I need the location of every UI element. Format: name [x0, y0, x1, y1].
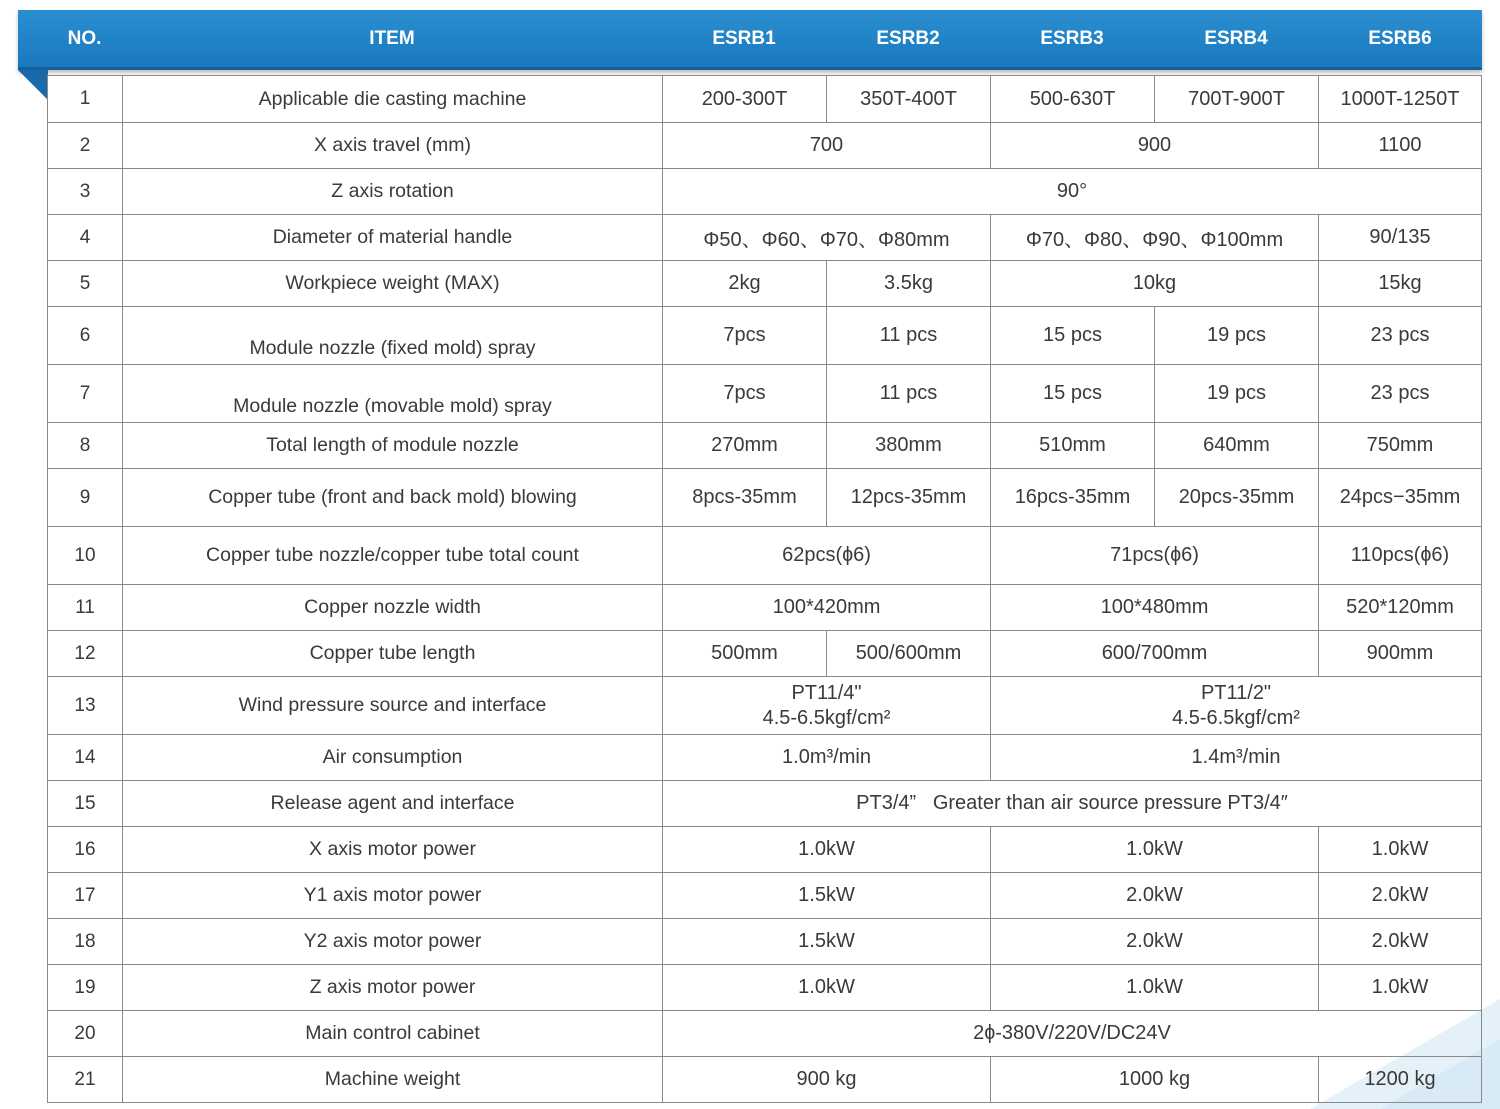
cell-value: 700	[663, 123, 991, 169]
row-number: 4	[48, 215, 123, 261]
cell-value: 500mm	[663, 631, 827, 677]
cell-value: 11 pcs	[827, 307, 991, 365]
cell-line: PT11/4"	[791, 681, 862, 704]
cell-value: 90°	[663, 169, 1482, 215]
cell-value: PT3/4” Greater than air source pressure PT3/4″	[663, 781, 1482, 827]
table-row	[48, 585, 1482, 631]
row-number: 3	[48, 169, 123, 215]
row-number: 10	[48, 527, 123, 585]
cell-value: 1.0kW	[663, 965, 991, 1011]
table-row	[48, 169, 1482, 215]
row-number: 21	[48, 1057, 123, 1103]
cell-value: 900mm	[1319, 631, 1482, 677]
cell-value: Φ50、Φ60、Φ70、Φ80mm	[663, 215, 991, 261]
cell-value: 1100	[1319, 123, 1482, 169]
table-row	[48, 123, 1482, 169]
row-number: 14	[48, 735, 123, 781]
cell-value: 24pcs−35mm	[1319, 469, 1482, 527]
cell-value: 2.0kW	[1319, 873, 1482, 919]
row-number: 5	[48, 261, 123, 307]
cell-value: 90/135	[1319, 215, 1482, 261]
cell-value: 19 pcs	[1155, 307, 1319, 365]
cell-line: 4.5-6.5kgf/cm²	[1172, 706, 1300, 729]
row-item: Copper nozzle width	[123, 585, 663, 631]
cell-value: 62pcs(ɸ6)	[663, 527, 991, 585]
row-number: 16	[48, 827, 123, 873]
table-row	[48, 469, 1482, 527]
cell-value: 1.0kW	[991, 965, 1319, 1011]
table-row	[48, 631, 1482, 677]
row-item: Release agent and interface	[123, 781, 663, 827]
cell-value: 8pcs-35mm	[663, 469, 827, 527]
cell-value: 380mm	[827, 423, 991, 469]
table-row	[48, 735, 1482, 781]
header-item: ITEM	[369, 28, 415, 49]
cell-value: 2.0kW	[991, 919, 1319, 965]
cell-value-multiline	[663, 677, 991, 735]
row-item: X axis travel (mm)	[123, 123, 663, 169]
row-item: Workpiece weight (MAX)	[123, 261, 663, 307]
cell-value: 100*420mm	[663, 585, 991, 631]
cell-value: 15 pcs	[991, 307, 1155, 365]
cell-value: 20pcs-35mm	[1155, 469, 1319, 527]
table-header-banner	[18, 10, 1482, 70]
table-row	[48, 919, 1482, 965]
header-model-esrb6: ESRB6	[1368, 28, 1432, 49]
spec-table	[47, 75, 1482, 1103]
cell-value: 700T-900T	[1155, 76, 1319, 123]
cell-value: 1000 kg	[991, 1057, 1319, 1103]
table-row	[48, 827, 1482, 873]
row-number: 9	[48, 469, 123, 527]
row-number: 8	[48, 423, 123, 469]
cell-value: 520*120mm	[1319, 585, 1482, 631]
row-number: 20	[48, 1011, 123, 1057]
cell-line: PT11/2"	[1200, 681, 1272, 704]
cell-value: 500-630T	[991, 76, 1155, 123]
row-item: Applicable die casting machine	[123, 76, 663, 123]
cell-value: 110pcs(ɸ6)	[1319, 527, 1482, 585]
table-row	[48, 365, 1482, 423]
row-number: 2	[48, 123, 123, 169]
row-item: Module nozzle (movable mold) spray	[123, 365, 663, 423]
table-row	[48, 527, 1482, 585]
table-row	[48, 261, 1482, 307]
header-model-esrb4: ESRB4	[1204, 28, 1268, 49]
cell-value: 350T-400T	[827, 76, 991, 123]
row-item: Copper tube nozzle/copper tube total count	[123, 527, 663, 585]
cell-value: 1000T-1250T	[1319, 76, 1482, 123]
row-item: Y1 axis motor power	[123, 873, 663, 919]
cell-value: 2.0kW	[991, 873, 1319, 919]
cell-value: 2.0kW	[1319, 919, 1482, 965]
cell-value: 2ɸ-380V/220V/DC24V	[663, 1011, 1482, 1057]
row-item: Diameter of material handle	[123, 215, 663, 261]
table-row	[48, 1057, 1482, 1103]
cell-value: 10kg	[991, 261, 1319, 307]
cell-value: 15kg	[1319, 261, 1482, 307]
cell-value: 640mm	[1155, 423, 1319, 469]
row-number: 17	[48, 873, 123, 919]
cell-value: 1.0kW	[991, 827, 1319, 873]
table-row	[48, 781, 1482, 827]
row-item: X axis motor power	[123, 827, 663, 873]
cell-value: 1.0kW	[663, 827, 991, 873]
row-item: Copper tube (front and back mold) blowing	[123, 469, 663, 527]
cell-value: 71pcs(ɸ6)	[991, 527, 1319, 585]
row-item: Copper tube length	[123, 631, 663, 677]
table-row	[48, 873, 1482, 919]
row-number: 18	[48, 919, 123, 965]
row-item: Wind pressure source and interface	[123, 677, 663, 735]
cell-value: 12pcs-35mm	[827, 469, 991, 527]
cell-value: 1.4m³/min	[991, 735, 1482, 781]
table-row	[48, 307, 1482, 365]
row-item: Machine weight	[123, 1057, 663, 1103]
row-item: Total length of module nozzle	[123, 423, 663, 469]
header-fold-decoration	[18, 70, 48, 100]
table-row	[48, 215, 1482, 261]
cell-value: 200-300T	[663, 76, 827, 123]
cell-value: 7pcs	[663, 365, 827, 423]
cell-value: 100*480mm	[991, 585, 1319, 631]
cell-value: 500/600mm	[827, 631, 991, 677]
row-number: 13	[48, 677, 123, 735]
cell-value: 23 pcs	[1319, 307, 1482, 365]
cell-value: 750mm	[1319, 423, 1482, 469]
cell-value: 1.0kW	[1319, 965, 1482, 1011]
header-model-esrb3: ESRB3	[1040, 28, 1104, 49]
row-number: 6	[48, 307, 123, 365]
cell-value: 900	[991, 123, 1319, 169]
cell-value: 1.0m³/min	[663, 735, 991, 781]
table-row	[48, 1011, 1482, 1057]
header-model-esrb1: ESRB1	[712, 28, 776, 49]
cell-value-multiline	[991, 677, 1482, 735]
row-item: Main control cabinet	[123, 1011, 663, 1057]
table-row	[48, 965, 1482, 1011]
cell-value: 11 pcs	[827, 365, 991, 423]
cell-value: 3.5kg	[827, 261, 991, 307]
row-item: Module nozzle (fixed mold) spray	[123, 307, 663, 365]
row-item: Z axis rotation	[123, 169, 663, 215]
cell-value: 1.0kW	[1319, 827, 1482, 873]
row-number: 12	[48, 631, 123, 677]
cell-value: 270mm	[663, 423, 827, 469]
cell-value: 15 pcs	[991, 365, 1155, 423]
cell-value: 600/700mm	[991, 631, 1319, 677]
table-row	[48, 423, 1482, 469]
row-item: Z axis motor power	[123, 965, 663, 1011]
table-row	[48, 76, 1482, 123]
cell-value: 23 pcs	[1319, 365, 1482, 423]
cell-value: 16pcs-35mm	[991, 469, 1155, 527]
cell-value: 7pcs	[663, 307, 827, 365]
row-number: 1	[48, 76, 123, 123]
table-row	[48, 677, 1482, 735]
cell-value: 1.5kW	[663, 873, 991, 919]
cell-value: 510mm	[991, 423, 1155, 469]
row-number: 11	[48, 585, 123, 631]
cell-value: Φ70、Φ80、Φ90、Φ100mm	[991, 215, 1319, 261]
header-model-esrb2: ESRB2	[876, 28, 940, 49]
row-item: Air consumption	[123, 735, 663, 781]
row-number: 19	[48, 965, 123, 1011]
header-no: NO.	[67, 28, 102, 49]
cell-value: 2kg	[663, 261, 827, 307]
row-number: 15	[48, 781, 123, 827]
cell-value: 900 kg	[663, 1057, 991, 1103]
cell-value: 1.5kW	[663, 919, 991, 965]
cell-value: 1200 kg	[1319, 1057, 1482, 1103]
cell-value: 19 pcs	[1155, 365, 1319, 423]
row-item: Y2 axis motor power	[123, 919, 663, 965]
cell-line: 4.5-6.5kgf/cm²	[762, 706, 891, 729]
row-number: 7	[48, 365, 123, 423]
